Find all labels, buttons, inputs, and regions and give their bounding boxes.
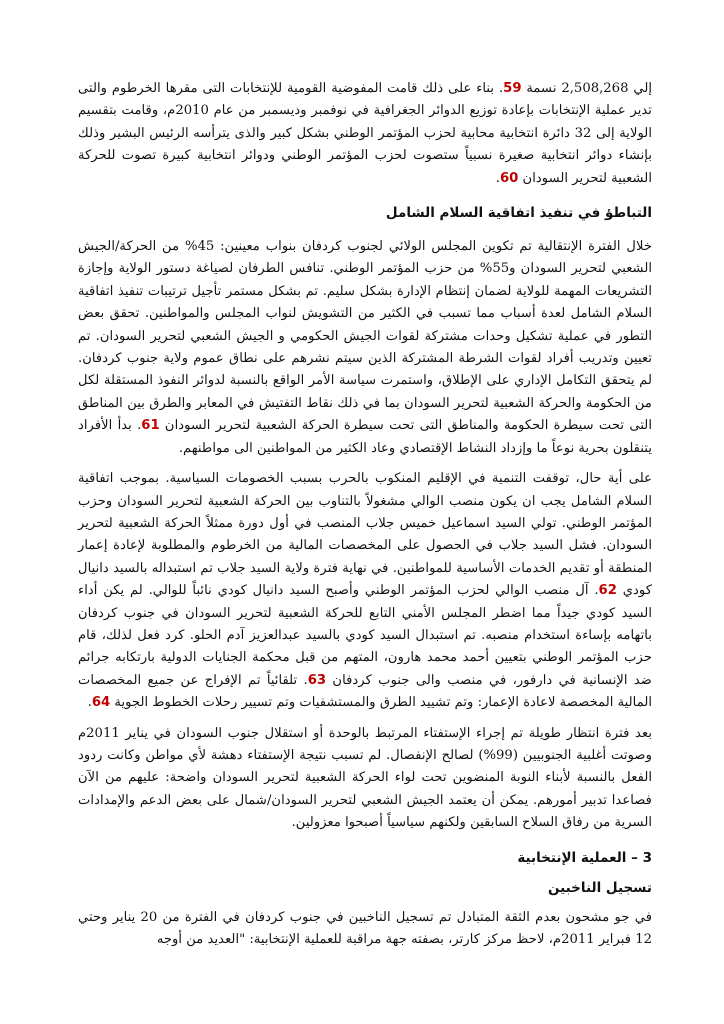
paragraph-2 xyxy=(78,236,652,460)
text-run: خلال الفترة الإنتقالية تم تكوين المجلس الولائي لجنوب كردفان بنواب معينين: 45% من الحركة/الجيش الشعبي لتحرير السودان و55% من حزب المؤتمر الوطني. تنافس الطرفان لصياغة دستور الولاية وإجازة التشريعات المهمة للولاية لضمان إنتظام الإدارة بشكل سليم. تم بشكل مستمر تأجيل ترتيبات تنفيذ اتفاقية السلام الشامل لعدة أسباب مما تسبب في الكثير من التشويش لنواب المجلس والمواطنين. تحقق بعض التطور في عملية تشكيل وحدات مشتركة لقوات الجيش الحكومي و الجيش الشعبي لتحرير السودان. تم تعيين وتدريب أفراد لقوات الشرطة المشتركة الذين سيتم نشرهم على نطاق عموم ولاية جنوب كردفان. لم يتحقق التكامل الإداري على الإطلاق، واستمرت سياسة الأمر الواقع بالنسبة لدوائر النفوذ المستقلة لكل من الحكومة والحركة الشعبية لتحرير السودان بما في ذلك نقاط التفتيش في المعابر والطرق بين المناطق التى تحت سيطرة الحكومة والمناطق التى تحت سيطرة الحركة الشعبية لتحرير السودان xyxy=(78,239,653,434)
text-run: إلي 2,508,268 نسمة xyxy=(521,81,652,96)
footnote-ref-62[interactable]: 62 xyxy=(598,583,617,599)
paragraph-4: بعد فترة انتظار طويلة تم إجراء الإستفتاء المرتبط بالوحدة أو استقلال جنوب السودان في يناير 2011م وصوتت أغلبية الجنوبيين (99%) لصالح الإنفصال. لم تسبب نتيجة الإستفتاء دهشة لأي مواطن وكانت ردود الفعل بالنسبة لأبناء النوبة المنضوين تحت لواء الحركة الشعبية لتحرير السودان واضحة: عليهم من الآن فصاعدا تدبير أمورهم. يمكن أن يعتمد الجيش الشعبي لتحرير السودان/شمال على بعض الدعم والإمدادات السرية من رفاق السلاح السابقين ولكنهم سياسياً أصبحوا معزولين. xyxy=(78,725,652,831)
footnote-ref-61[interactable]: 61 xyxy=(141,418,160,434)
footnote-ref-64[interactable]: 64 xyxy=(91,695,111,711)
paragraph-5: في جو مشحون بعدم الثقة المتبادل تم تسجيل الناخبين في جنوب كردفان في الفترة من 20 يناير وحتي 12 فبراير 2011م، لاحظ مركز كارتر، بصفته جهة مراقبة للعملية الإنتخابية: "العديد من أوجه xyxy=(78,909,652,947)
text-run: على أية حال، توقفت التنمية في الإقليم المنكوب بالحرب بسبب الخصومات السياسية. بموجب اتفاقية السلام الشامل يجب ان يكون منصب الوالي مشغولاً بالتناوب بين الحركة الشعبية لتحرير السودان وحزب المؤتمر الوطني. تولي السيد اسماعيل خميس جلاب المنصب في أول دورة ممثلاً الحركة الشعبية لتحرير السودان. فشل السيد جلاب في الحصول على المخصصات المالية من الخرطوم والمطلوبة لإعادة إعمار المنطقة أو تقديم الخدمات الأساسية للمواطنين. في نهاية فترة ولاية السيد جلاب تم استبداله بالسيد دانيال كودي xyxy=(78,471,652,599)
document-page xyxy=(78,78,652,951)
text-run: . xyxy=(495,170,500,186)
section-heading-electoral-process: 3 – العملية الإنتخابية xyxy=(517,849,652,866)
footnote-ref-63[interactable]: 63 xyxy=(307,672,327,688)
section-heading-cpa-delay: التباطؤ في تنفيذ اتفاقية السلام الشامل xyxy=(385,205,652,222)
text-run: . xyxy=(87,695,92,711)
text-run: . بناء على ذلك قامت المفوضية القومية للإنتخابات التى مقرها الخرطوم والتى تدير عملية الإنتخابات بإعادة توزيع الدوائر الجغرافية في نوفمبر وديسمبر من عام 2010م، وقامت بتقسيم الولاية إلى 32 دائرة انتخابية محابية لحزب المؤتمر الوطني بشكل كبير والذى يترأسه الرئيس البشير وذلك بإنشاء دوائر انتخابية صغيرة نسبياً ستصوت لحزب المؤتمر الوطني ودوائر انتخابية كبيرة تصوت للحركة الشعبية لتحرير السودان xyxy=(78,81,652,186)
paragraph-3 xyxy=(78,468,652,714)
footnote-ref-60[interactable]: 60 xyxy=(500,170,519,186)
subheading-voter-registration: تسجيل الناخبين xyxy=(548,879,652,896)
text-run: . آل منصب الوالي لحزب المؤتمر الوطني وأصبح السيد دانيال كودي نائباً للوالي. لم يكن أداء السيد كودي جيداً مما اضطر المجلس الأمني التابع للحركة الشعبية لتحرير السودان في جنوب كردفان باتهامه بإساءة استخدام منصبه. تم استبدال السيد كودي بالسيد عبدالعزيز آدم الحلو. كرد فعل لذلك، قام حزب المؤتمر الوطني بتعيين أحمد محمد هارون، المتهم من قبل محكمة الجنايات الدولية بارتكابه جرائم ضد الإنسانية في دارفور، في منصب والى جنوب كردفان xyxy=(78,583,652,688)
text-run: . بدأ الأفراد يتنقلون بحرية نوعاً ما وإزداد النشاط الإقتصادي وعاد الكثير من المواطنين الى مواطنهم. xyxy=(78,418,652,456)
text-run: . تلقائياً تم الإفراج عن جميع المخصصات المالية المخصصة لاعادة الإعمار: وتم تشييد الطرق والمستشفيات وتم تسيير رحلات الخطوط الجوية xyxy=(78,672,652,711)
footnote-ref-59[interactable]: 59 xyxy=(503,81,522,96)
paragraph-1 xyxy=(78,78,652,190)
